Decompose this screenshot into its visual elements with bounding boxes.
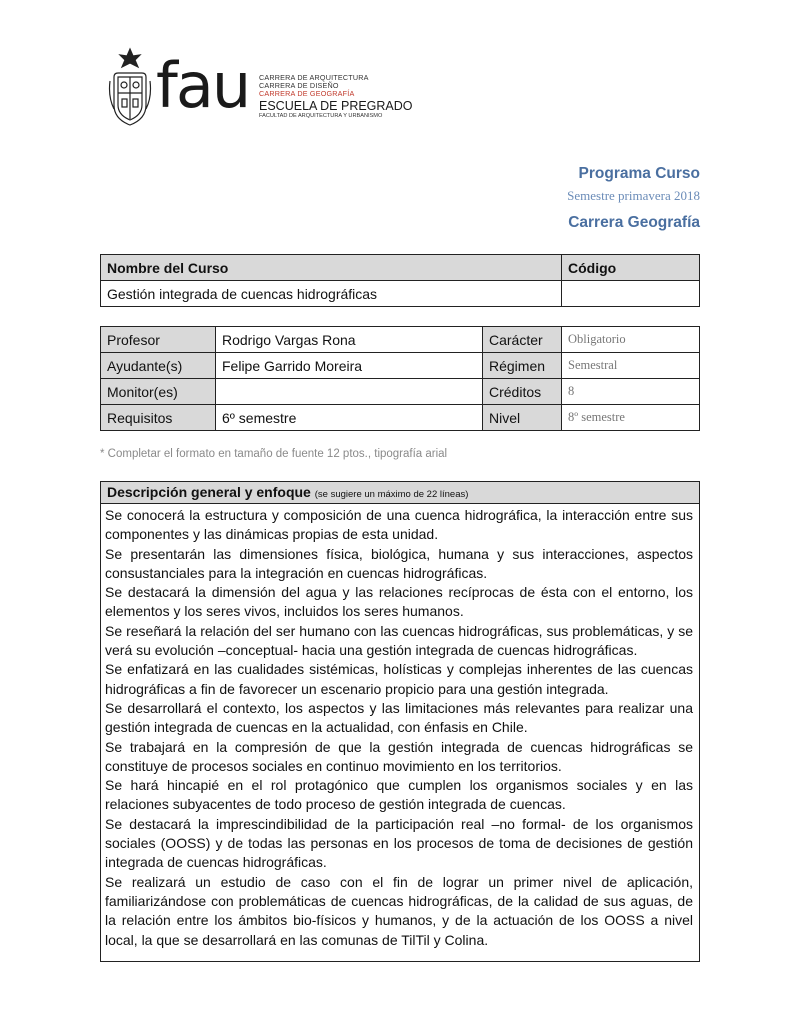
course-code — [562, 281, 700, 307]
table-row — [101, 405, 700, 431]
school-name: ESCUELA DE PREGRADO — [259, 99, 413, 113]
career-design: CARRERA DE DISEÑO — [259, 81, 339, 90]
label-credits: Créditos — [483, 379, 562, 405]
label-monitor: Monitor(es) — [101, 379, 216, 405]
description-box — [100, 481, 700, 962]
description-paragraph: Se desarrollará el contexto, los aspectos y las limitaciones más relevantes para realizar una gestión integrada de cuencas en la actualidad, con énfasis en Chile. — [105, 699, 693, 736]
label-level: Nivel — [483, 405, 562, 431]
description-body — [101, 504, 699, 950]
label-professor: Profesor — [101, 327, 216, 353]
format-note: * Completar el formato en tamaño de fuente 12 ptos., tipografía arial — [100, 448, 448, 460]
faculty-name: FACULTAD DE ARQUITECTURA Y URBANISMO — [259, 113, 383, 119]
course-code-header: Código — [562, 255, 700, 281]
description-hint: (se sugiere un máximo de 22 líneas) — [314, 489, 469, 500]
label-requirements: Requisitos — [101, 405, 216, 431]
value-credits: 8 — [562, 379, 700, 405]
course-table — [100, 254, 700, 307]
description-paragraph: Se destacará la dimensión del agua y las relaciones recíprocas de ésta con el entorno, los elementos y los seres vivos, incluidos los seres humanos. — [105, 584, 693, 620]
description-paragraph: Se destacará la imprescindibilidad de la participación real –no formal- de los organismos sociales (OOSS) y de todas las personas en los procesos de toma de decisiones de gestión integrada de cuencas hidrográficas. — [105, 815, 693, 871]
label-regime: Régimen — [483, 353, 562, 379]
program-semester: Semestre primavera 2018 — [567, 188, 700, 203]
description-paragraph: Se presentarán las dimensiones física, biológica, humana y sus interacciones, aspectos consustanciales para la integración en cuencas hidrográficas. — [105, 545, 693, 581]
value-requirements: 6º semestre — [216, 405, 483, 431]
career-geography: CARRERA DE GEOGRAFÍA — [259, 89, 355, 98]
table-row — [101, 327, 700, 353]
description-paragraph: Se hará hincapié en el rol protagónico que cumplen los organismos sociales y en las relaciones subyacentes de todo proceso de gestión integrada de cuencas. — [105, 777, 693, 813]
header-logo — [108, 47, 413, 133]
fau-wordmark: fau — [156, 49, 250, 122]
description-title: Descripción general y enfoque — [107, 484, 311, 500]
university-seal-icon — [108, 47, 152, 127]
course-name: Gestión integrada de cuencas hidrográficas — [101, 281, 562, 307]
course-name-header: Nombre del Curso — [101, 255, 562, 281]
value-character: Obligatorio — [562, 327, 700, 353]
value-regime: Semestral — [562, 353, 700, 379]
value-monitor — [216, 379, 483, 405]
label-character: Carácter — [483, 327, 562, 353]
description-paragraph: Se trabajará en la compresión de que la gestión integrada de cuencas hidrográficas se constituye de procesos sociales en continuo movimiento en los territorios. — [105, 738, 693, 774]
description-paragraph: Se conocerá la estructura y composición de una cuenca hidrográfica, la interacción entre sus componentes y las dinámicas propias de esta unidad. — [105, 507, 693, 543]
description-paragraph: Se reseñará la relación del ser humano con las cuencas hidrográficas, sus problemáticas, y se verá su evolución –conceptual- hacia una gestión integrada de cuencas hidrográficas. — [105, 622, 693, 659]
label-assistant: Ayudante(s) — [101, 353, 216, 379]
table-row — [101, 353, 700, 379]
description-paragraph: Se enfatizará en las cualidades sistémicas, holísticas y complejas inherentes de las cuencas hidrográficas a fin de favorecer un escenario propicio para una gestión integrada. — [105, 661, 693, 697]
description-paragraph: Se realizará un estudio de caso con el fin de lograr un primer nivel de aplicación, familiarizándose con problemáticas de cuencas hidrográficas, de la calidad de sus aguas, de la relación entre los ámbitos bio-físicos y humanos, y de la actuación de los OOSS a nivel local, la que se desarrollará en las comunas de TilTil y Colina. — [105, 873, 693, 948]
table-row — [101, 379, 700, 405]
program-career: Carrera Geografía — [568, 214, 700, 231]
value-assistant: Felipe Garrido Moreira — [216, 353, 483, 379]
program-title: Programa Curso — [578, 165, 700, 182]
career-architecture: CARRERA DE ARQUITECTURA — [259, 73, 369, 82]
value-level: 8º semestre — [562, 405, 700, 431]
description-header — [101, 482, 699, 504]
course-info-table — [100, 326, 700, 431]
value-professor: Rodrigo Vargas Rona — [216, 327, 483, 353]
schools-list — [259, 73, 413, 120]
